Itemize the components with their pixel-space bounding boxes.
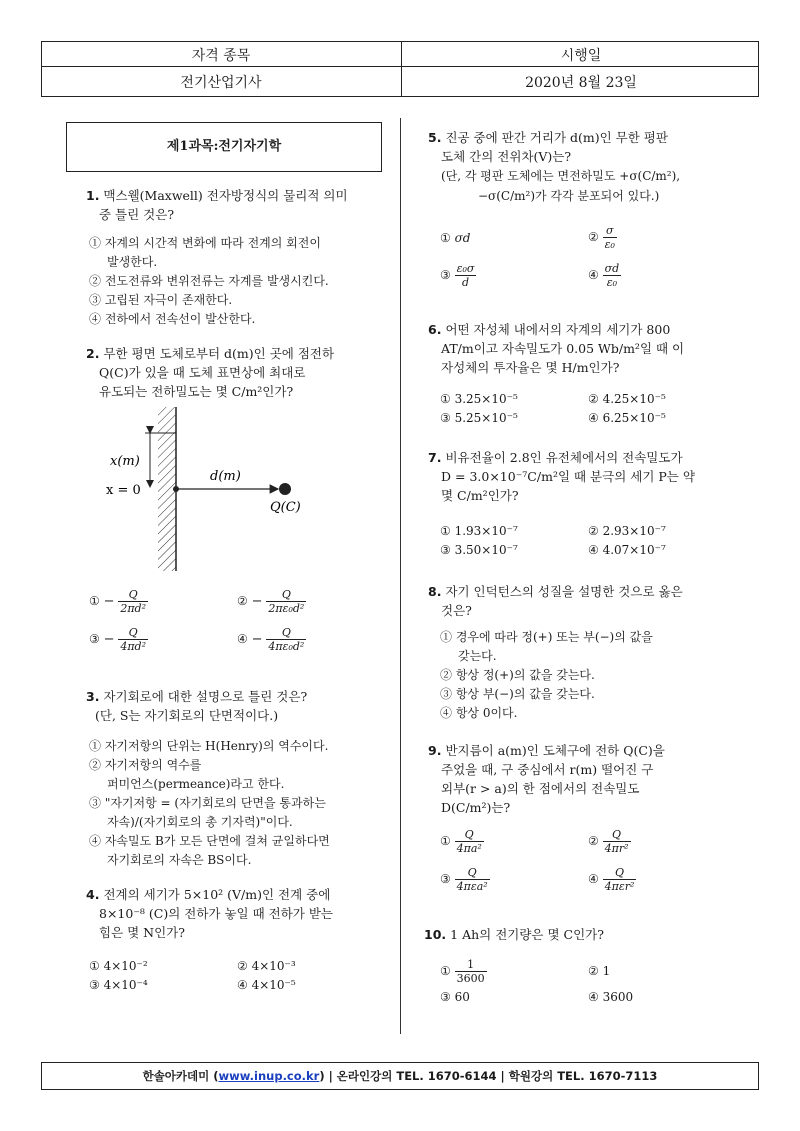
question-1: 1. 맥스웰(Maxwell) 전자방정식의 물리적 의미 중 틀린 것은?	[86, 188, 348, 222]
option[interactable]: ② 자기저항의 역수를	[89, 758, 202, 772]
d-label: d(m)	[210, 469, 241, 484]
option[interactable]: ③ $\frac{Q}{\text{4πεa²}}$	[440, 866, 488, 893]
option[interactable]: ③ − $\frac{Q}{\text{4πd²}}$	[89, 626, 147, 653]
x0-label: x = 0	[106, 483, 141, 498]
question-8-options: ① 경우에 따라 정(+) 또는 부(−)의 값을 갖는다. ② 항상 정(+)의 값을 갖는다. ③ 항상 부(−)의 값을 갖는다. ④ 항상 0이다.	[440, 628, 740, 723]
option[interactable]: ① σd	[440, 231, 471, 245]
option[interactable]: ② 전도전류와 변위전류는 자계를 발생시킨다.	[89, 274, 329, 288]
option[interactable]: ③ 고립된 자극이 존재한다.	[89, 293, 233, 307]
option[interactable]: ④ 자속밀도 B가 모든 단면에 걸쳐 균일하다면	[89, 834, 330, 848]
question-1-options: ① 자계의 시간적 변화에 따라 전계의 회전이 발생한다. ② 전도전류와 변위전류는 자계를 발생시킨다. ③ 고립된 자극이 존재한다. ④ 전하에서 전속선이 발산한다.	[89, 234, 389, 329]
option[interactable]: ① $\frac{1}{3600}$	[440, 958, 485, 985]
question-3-options: ① 자기저항의 단위는 H(Henry)의 역수이다. ② 자기저항의 역수를 퍼미언스(permeance)라고 한다. ③ "자기저항 = (자기회로의 단면을 통과하는 자속)/(자기회로의 총 기자력)"이다. ④ 자속밀도 B가 모든 단면에 걸쳐 균일하다면 자기회로의 자속은 BS이다.	[89, 737, 389, 870]
option[interactable]: ① 자계의 시간적 변화에 따라 전계의 회전이	[89, 236, 321, 250]
question-9: 9. 반지름이 a(m)인 도체구에 전하 Q(C)을 주었을 때, 구 중심에서 r(m) 떨어진 구 외부(r > a)의 한 점에서의 전속밀도 D(C/m²)는?	[428, 743, 665, 815]
option[interactable]: ④ − $\frac{Q}{\text{4πε₀d²}}$	[237, 626, 305, 653]
option[interactable]: ② $\frac{Q}{\text{4πr²}}$	[588, 828, 629, 855]
option[interactable]: ③ 항상 부(−)의 값을 갖는다.	[440, 687, 595, 701]
question-8: 8. 자기 인덕턴스의 성질을 설명한 것으로 옳은 것은?	[428, 584, 683, 618]
question-4-options	[89, 957, 389, 997]
option[interactable]: ④ 전하에서 전속선이 발산한다.	[89, 312, 256, 326]
option[interactable]: ① 경우에 따라 정(+) 또는 부(−)의 값을	[440, 630, 653, 644]
question-2-options	[89, 588, 389, 668]
option[interactable]: ① 1.93×10⁻⁷	[440, 524, 518, 538]
option[interactable]: ④ $\frac{Q}{\text{4πεr²}}$	[588, 866, 635, 893]
footer-prefix: 한솔아카데미 (	[142, 1069, 219, 1083]
option[interactable]: ① $\frac{Q}{\text{4πa²}}$	[440, 828, 482, 855]
option[interactable]: ② 1	[588, 964, 611, 978]
question-10-options	[440, 958, 740, 1008]
option[interactable]: ① 4×10⁻²	[89, 959, 148, 973]
option[interactable]: ③ 5.25×10⁻⁵	[440, 411, 518, 425]
header-subject: 전기산업기사	[180, 75, 262, 91]
option[interactable]: ③ 60	[440, 990, 470, 1004]
option[interactable]: ③ 4×10⁻⁴	[89, 978, 148, 992]
option[interactable]: ① 자기저항의 단위는 H(Henry)의 역수이다.	[89, 739, 329, 753]
question-4: 4. 전계의 세기가 5×10² (V/m)인 전계 중에 8×10⁻⁸ (C)의 전하가 놓일 때 전하가 받는 힘은 몇 N인가?	[86, 887, 333, 940]
option[interactable]: ④ 4.07×10⁻⁷	[588, 543, 666, 557]
option[interactable]: ④ 4×10⁻⁵	[237, 978, 296, 992]
question-5-options	[440, 224, 740, 294]
question-2: 2. 무한 평면 도체로부터 d(m)인 곳에 점전하 Q(C)가 있을 때 도체 표면상에 최대로 유도되는 전하밀도는 몇 C/m²인가?	[86, 346, 335, 399]
option[interactable]: ④ 6.25×10⁻⁵	[588, 411, 666, 425]
option[interactable]: ② 4.25×10⁻⁵	[588, 392, 666, 406]
section-title: 제1과목:전기자기학	[66, 122, 382, 172]
point-charge	[279, 483, 291, 495]
question-7-options	[440, 522, 740, 562]
q-label: Q(C)	[270, 500, 301, 515]
option[interactable]: ② 4×10⁻³	[237, 959, 296, 973]
option[interactable]: ② − $\frac{Q}{\text{2πε₀d²}}$	[237, 588, 305, 615]
footer-suffix: ) | 온라인강의 TEL. 1670-6144 | 학원강의 TEL. 1670-7113	[319, 1069, 658, 1083]
option[interactable]: ④ 항상 0이다.	[440, 706, 518, 720]
column-divider	[400, 118, 401, 1034]
question-7: 7. 비유전율이 2.8인 유전체에서의 전속밀도가 D = 3.0×10⁻⁷C/m²일 때 분극의 세기 P는 약 몇 C/m²인가?	[428, 450, 695, 503]
question-10: 10. 1 Ah의 전기량은 몇 C인가?	[424, 927, 604, 942]
x-label: x(m)	[110, 454, 140, 469]
question-6: 6. 어떤 자성체 내에서의 자계의 세기가 800 AT/m이고 자속밀도가 0.05 Wb/m²일 때 이 자성체의 투자율은 몇 H/m인가?	[428, 322, 685, 375]
charge-plane-figure	[100, 405, 330, 580]
option[interactable]: ② 항상 정(+)의 값을 갖는다.	[440, 668, 595, 682]
question-9-options	[440, 828, 740, 898]
option[interactable]: ② $\frac{\sigma}{\text{ε₀}}$	[588, 224, 615, 251]
option[interactable]: ① 3.25×10⁻⁵	[440, 392, 518, 406]
option[interactable]: ① − $\frac{Q}{\text{2πd²}}$	[89, 588, 147, 615]
footer-bar	[41, 1062, 759, 1090]
option[interactable]: ④ $\frac{\sigma d}{\text{ε₀}}$	[588, 262, 620, 289]
header-table	[41, 41, 759, 97]
header-label-date: 시행일	[560, 48, 602, 64]
question-3: 3. 자기회로에 대한 설명으로 틀린 것은? (단, S는 자기회로의 단면적이다.)	[86, 689, 308, 723]
option[interactable]: ② 2.93×10⁻⁷	[588, 524, 666, 538]
option[interactable]: ③ "자기저항 = (자기회로의 단면을 통과하는	[89, 796, 326, 810]
header-date: 2020년 8월 23일	[525, 75, 637, 91]
question-5: 5. 진공 중에 판간 거리가 d(m)인 무한 평판 도체 간의 전위차(V)는? (단, 각 평판 도체에는 면전하밀도 +σ(C/m²), −σ(C/m²)가 각각 분포되어 있다.)	[428, 130, 681, 203]
header-label-subject: 자격 종목	[191, 48, 251, 64]
option[interactable]: ③ 3.50×10⁻⁷	[440, 543, 518, 557]
question-6-options	[440, 390, 740, 430]
option[interactable]: ③ $\frac{\text{ε₀σ}}{d}$	[440, 262, 475, 289]
website-link[interactable]: www.inup.co.kr	[218, 1069, 320, 1083]
option[interactable]: ④ 3600	[588, 990, 634, 1004]
